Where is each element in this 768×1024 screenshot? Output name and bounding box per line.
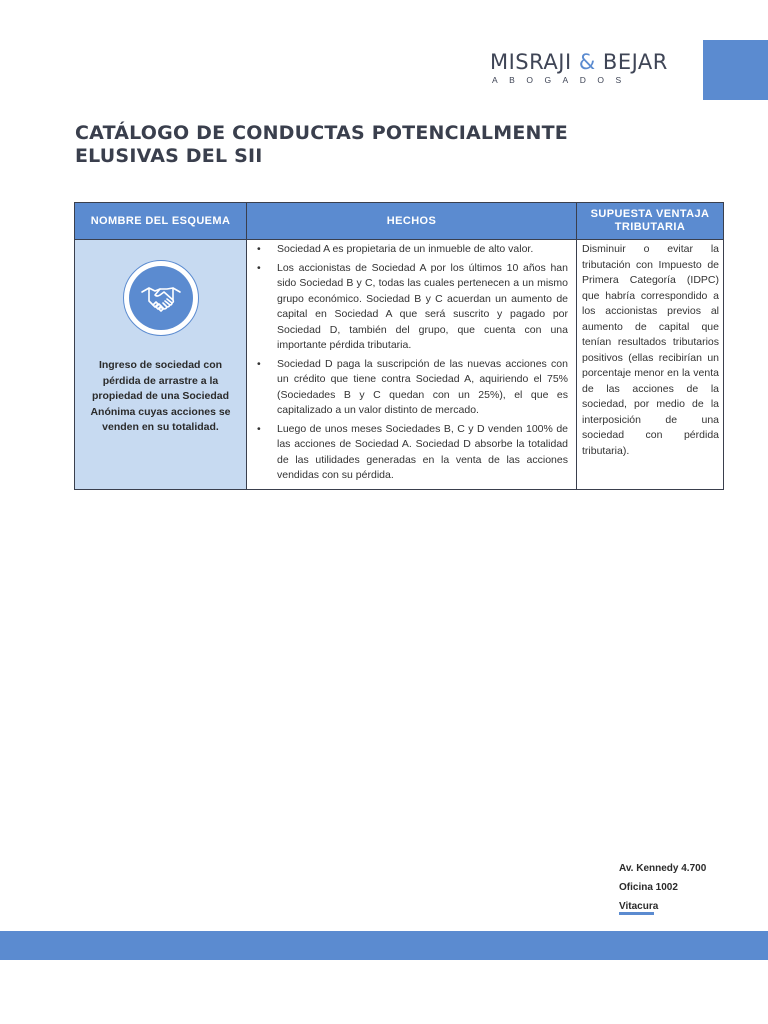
scheme-cell [75, 240, 247, 490]
bullet: • [257, 243, 261, 255]
list-item [257, 261, 568, 354]
page-title-line2: ELUSIVAS DEL SII [75, 145, 263, 167]
fact-text: Luego de unos meses Sociedades B, C y D venden 100% de las acciones de Sociedad A. Sociedad D absorbe la totalidad de las utilidades generadas en la venta de las acciones vendidas con su pérdida. [277, 422, 568, 481]
fact-text: Sociedad D paga la suscripción de las nuevas acciones con un crédito que tiene contra Sociedad A, aquiriendo el 75% (Sociedades B y C quedan con un 25%), el que es capitalizado a un valor distinto de mercado. [277, 357, 568, 416]
logo-subtitle: ABOGADOS [492, 75, 633, 85]
handshake-icon [129, 266, 193, 330]
table-row [75, 240, 724, 490]
facts-list [251, 242, 568, 484]
scheme-name: Ingreso de sociedad con pérdida de arrastre a la propiedad de una Sociedad Anónima cuyas acciones se venden en su totalidad. [90, 359, 231, 433]
header-scheme-name: NOMBRE DEL ESQUEMA [75, 203, 247, 240]
address-line2: Oficina 1002 [619, 882, 678, 893]
logo-name-part2: BEJAR [602, 50, 668, 74]
catalog-table [74, 202, 724, 490]
bullet: • [257, 357, 261, 370]
brand-logo [490, 50, 690, 85]
icon-badge [123, 260, 199, 336]
list-item [257, 357, 568, 419]
logo-name-part1: MISRAJI [490, 50, 572, 74]
header-tax-advantage: SUPUESTA VENTAJA TRIBUTARIA [577, 203, 724, 240]
address-underline [619, 912, 654, 915]
fact-text: Sociedad A es propietaria de un inmueble de alto valor. [277, 243, 534, 255]
header-facts: HECHOS [247, 203, 577, 240]
list-item [257, 242, 568, 258]
footer-bar [0, 931, 768, 960]
page-title-line1: CATÁLOGO DE CONDUCTAS POTENCIALMENTE [75, 122, 568, 144]
logo-wordmark [490, 50, 690, 74]
office-address [619, 859, 706, 916]
logo-ampersand: & [578, 50, 596, 74]
page-title [75, 122, 635, 168]
address-line1: Av. Kennedy 4.700 [619, 863, 707, 874]
bullet: • [257, 422, 261, 435]
address-line3: Vitacura [619, 901, 659, 912]
table-header-row [75, 203, 724, 240]
facts-cell [247, 240, 577, 490]
fact-text: Los accionistas de Sociedad A por los últimos 10 años han sido Sociedad B y C, todas las cuales pertenecen a un mismo grupo económico. Sociedad B y C acuerdan un aumento de capital en Sociedad A que será suscrito y pagado por Sociedad D, también del grupo, que cuenta con una importante pérdida tributaria. [277, 261, 568, 351]
tax-advantage-cell: Disminuir o evitar la tributación con Impuesto de Primera Categoría (IDPC) que habría correspondido a los accionistas previos al aumento de capital que tenían resultados tributarios positivos (ellas recibirían un porcentaje menor en la venta de las acciones de la sociedad, por medio de la interposición de una sociedad con pérdida tributaria). [577, 240, 724, 490]
corner-accent-block [703, 40, 768, 100]
list-item [257, 422, 568, 484]
bullet: • [257, 261, 261, 274]
